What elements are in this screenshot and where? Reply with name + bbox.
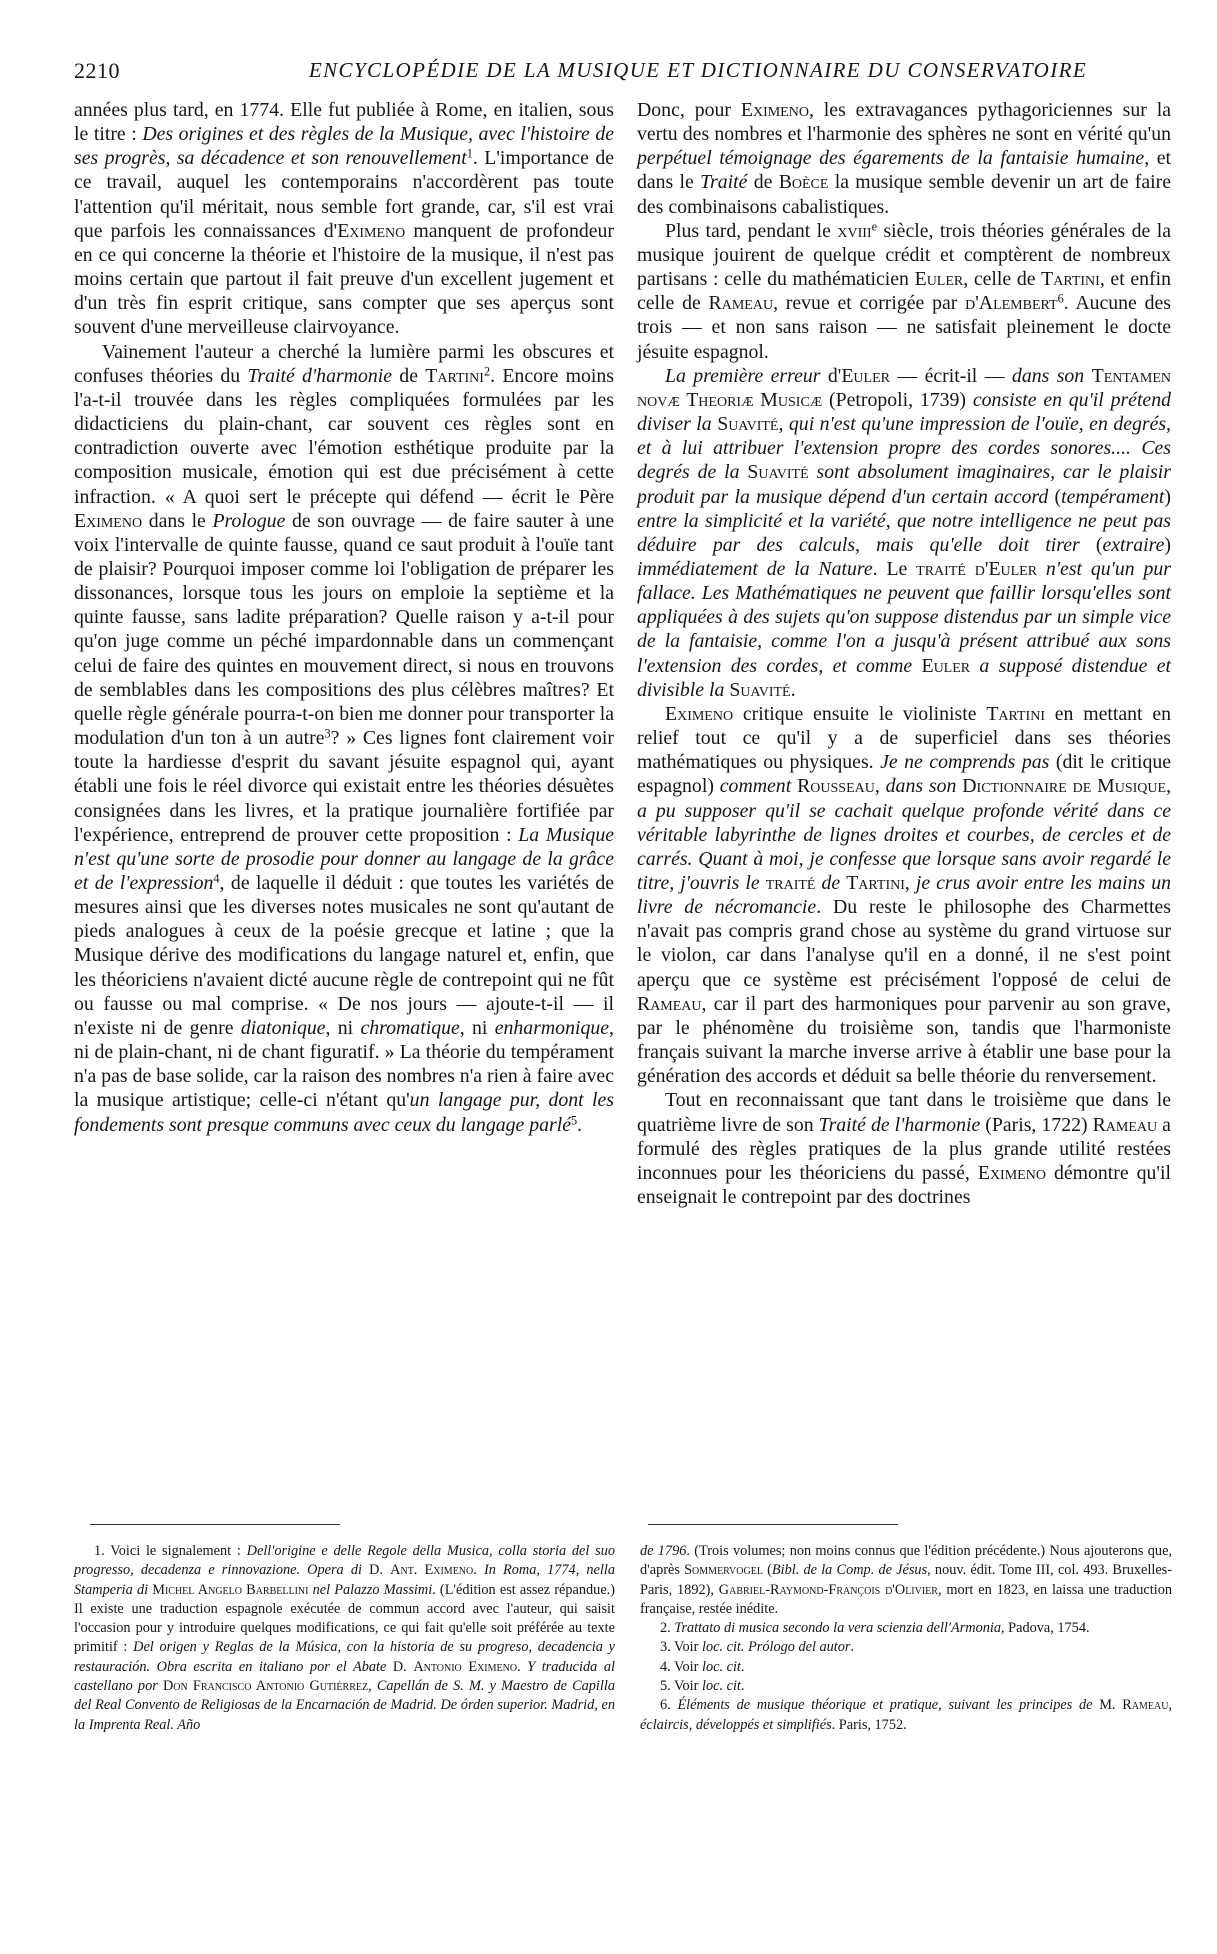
page-header <box>74 58 1172 88</box>
footnote-ref: 1 <box>466 146 473 161</box>
footnote-ref: 4 <box>213 871 220 886</box>
footnote-ref: 3 <box>324 726 331 741</box>
footnote-4: 4. Voir loc. cit. <box>660 1658 745 1675</box>
footnote-3: 3. Voir loc. cit. Prólogo del autor. <box>660 1639 855 1656</box>
footnote-separator-left <box>90 1524 340 1525</box>
footnote-separator-right <box>648 1524 898 1525</box>
left-column <box>74 98 614 1137</box>
footnote-1-continued: de 1796. (Trois volumes; non moins connus que l'édition précédente.) Nous ajouterons que, d'après Sommervogel (Bibl. de la Comp. de Jésus, nouv. édit. Tome III, col. 493. Bruxelles-Paris, 1892), Gabriel-Raymond-François d'Olivier, mort en 1823, en laissa une traduction française, restée inédite. <box>640 1543 1173 1617</box>
footnote-ref: 2 <box>483 363 491 378</box>
footnote-5: 5. Voir loc. cit. <box>660 1678 745 1695</box>
footnote-1: 1. Voici le signalement : Dell'origine e delle Regole della Musica, colla storia del suo progresso, decadenza e rinnovazione. Opera di D. Ant. Eximeno. In Roma, 1774, nella Stamperia di Michel Angelo Barbellini nel Palazzo Massimi. (L'édition est assez répandue.) Il existe une traduction espagnole exécutée de commun accord avec l'auteur, qui saisit l'occasion pour y introduire quelques modifications, ce qui fait qu'elle soit préférée au texte primitif : Del origen y Reglas de la Música, con la historia de su progreso, decadencia y restauración. Obra escrita en italiano por el Abate D. Antonio Eximeno. Y traducida al castellano por Don Francisco Antonio Gutiérrez, Capellán de S. M. y Maestro de Capilla del Real Convento de Religiosas de la Encarnación de Madrid. De órden superior. Madrid, en la Imprenta Real. Año <box>74 1543 615 1733</box>
right-paragraph-4: Eximeno critique ensuite le violiniste Tartini en mettant en relief tout ce qu'il y a de superficiel dans ses théories mathématiques ou physiques. Je ne comprends pas (dit le critique espagnol) comment Rousseau, dans son Dictionnaire de Musique, a pu supposer qu'il se cachait quelque profonde vérité dans ce véritable labyrinthe de lignes droites et courbes, de cercles et de carrés. Quant à moi, je confesse que lorsque sans avoir regardé le titre, j'ouvris le traité de Tartini, je crus avoir entre les mains un livre de nécromancie. Du reste le philosophe des Charmettes n'avait pas compris grand chose au système du grand virtuose sur le violon, car dans l'analyse qu'il en a donné, il ne s'est point aperçu que ce système est précisément l'opposé de celui de Rameau, car il part des harmoniques pour parvenir au son grave, par le phénomène du troisième son, tandis que l'harmoniste français suivant la marche inverse arrive à établir une base pour la génération des accords et déduit sa belle théorie du renversement. <box>637 702 1172 1088</box>
right-paragraph-1: Donc, pour Eximeno, les extravagances pythagoriciennes sur la vertu des nombres et l'harmonie des sphères ne sont en vérité qu'un perpétuel témoignage des égarements de la fantaisie humaine, et dans le Traité de Boèce la musique semble devenir un art de faire des combinaisons cabalistiques. <box>637 99 1172 218</box>
footnotes-left <box>74 1542 615 1735</box>
right-paragraph-3: La première erreur d'Euler — écrit-il — dans son Tentamen novæ Theoriæ Musicæ (Petropoli, 1739) consiste en qu'il prétend diviser la Suavité, qui n'est qu'une impression de l'ouïe, en degrés, et à lui attribuer l'extension propre des cordes sonores.... Ces degrés de la Suavité sont absolument imaginaires, car le plaisir produit par la musique dépend d'un certain accord (tempérament) entre la simplicité et la variété, que notre intelligence ne peut pas déduire par des calculs, mais qu'elle doit tirer (extraire) immédiatement de la Nature. Le traité d'Euler n'est qu'un pur fallace. Les Mathématiques ne peuvent que faillir lorsqu'elles sont appliquées à des sujets qu'on suppose distendus par un simple vice de la fantaisie, comme l'on a jusqu'à présent attribué aux sons l'extension des cordes, et comme Euler a supposé distendue et divisible la Suavité. <box>637 364 1172 701</box>
right-paragraph-2: Plus tard, pendant le xviii$^e$ siècle, trois théories générales de la musique jouirent de quelque crédit et comptèrent de nombreux partisans : celle du mathématicien Euler, celle de Tartini, et enfin celle de Rameau, revue et corrigée par d'Alembert$^6$. Aucune des trois — et non sans raison — ne satisfait pleinement le docte jésuite espagnol. <box>637 219 1172 363</box>
footnote-ref: 6 <box>1057 291 1064 306</box>
footnote-ref: 5 <box>570 1112 578 1127</box>
footnote-2: 2. Trattato di musica secondo la vera scienzia dell'Armonia, Padova, 1754. <box>660 1620 1090 1637</box>
right-paragraph-5: Tout en reconnaissant que tant dans le troisième que dans le quatrième livre de son Traité de l'harmonie (Paris, 1722) Rameau a formulé des règles pratiques de la plus grande utilité restées inconnues pour les théoriciens du passé, Eximeno démontre qu'il enseignait le contrepoint par des doctrines <box>637 1089 1171 1209</box>
running-title: ENCYCLOPÉDIE DE LA MUSIQUE ET DICTIONNAIRE DU CONSERVATOIRE <box>308 58 1088 82</box>
right-column <box>637 98 1171 1209</box>
footnote-6: 6. Éléments de musique théorique et pratique, suivant les principes de M. Rameau, éclaircis, développés et simplifiés. Paris, 1752. <box>640 1697 1173 1733</box>
footnotes-right <box>640 1542 1172 1735</box>
left-paragraph-1: années plus tard, en 1774. Elle fut publiée à Rome, en italien, sous le titre : Des origines et des règles de la Musique, avec l'histoire de ses progrès, sa décadence et son renouvellement$^1$. L'importance de ce travail, auquel les contemporains n'accordèrent pas toute l'attention qu'il méritait, nous semble fort grande, car, s'il est vrai que parfois les connaissances d'Eximeno manquent de profondeur en ce qui concerne la théorie et l'histoire de la musique, il n'est pas moins certain que partout il fait preuve d'un excellent jugement et d'un très fin esprit critique, sans compter que ses aperçus sont souvent d'une merveilleuse clairvoyance. <box>74 99 615 339</box>
left-paragraph-2: Vainement l'auteur a cherché la lumière parmi les obscures et confuses théories du Traité d'harmonie de Tartini$^2$. Encore moins l'a-t-il trouvée dans les règles compliquées formulées par les didacticiens du plain-chant, car souvent ces règles sont en contradiction ouverte avec l'émotion esthétique produite par la composition musicale, émotion qui est due précisément à cette infraction. « A quoi sert le précepte qui défend — écrit le Père Eximeno dans le Prologue de son ouvrage — de faire sauter à une voix l'intervalle de quinte fausse, quand ce saut produit à l'ouïe tant de plaisir? Pourquoi imposer comme loi l'obligation de préparer les dissonances, lorsque tous les jours on emploie la septième et la quinte fausse, sans ladite préparation? Quelle raison y a-t-il pour qu'on juge comme un péché impardonnable dans un commençant celui de faire des quintes en mouvement direct, si nous en trouvons de semblables dans les compositions des plus célèbres maîtres? Et quelle règle générale pourra-t-on bien me donner pour transporter la modulation d'un ton à un autre$^3$? » Ces lignes font clairement voir toute la hardiesse d'esprit du savant jésuite espagnol qui, ayant établi une fois le réel divorce qui existait entre les théories désuètes consignées dans les livres, et la pratique journalière fortifiée par l'expérience, entreprend de prouver cette proposition : La Musique n'est qu'une sorte de prosodie pour donner au langage de la grâce et de l'expression$^4$, de laquelle il déduit : que toutes les variétés de mesures ainsi que les diverses notes musicales ne sont qu'autant de pieds analogues à ceux de la poésie grecque et latine ; que la Musique dérive des modifications du langage naturel et, enfin, que les théoriciens n'avaient dicté aucune règle de contrepoint qui ne fût ou fausse ou mal comprise. « De nos jours — ajoute-t-il — il n'existe ni de genre diatonique, ni chromatique, ni enharmonique, ni de plain-chant, ni de chant figuratif. » La théorie du tempérament n'a pas de base solide, car la raison des nombres n'a rien à faire avec la musique artistique; celle-ci n'étant qu'un langage pur, dont les fondements sont presque communs avec ceux du langage parlé$^5$. <box>74 340 615 1136</box>
page-number: 2210 <box>74 58 120 83</box>
